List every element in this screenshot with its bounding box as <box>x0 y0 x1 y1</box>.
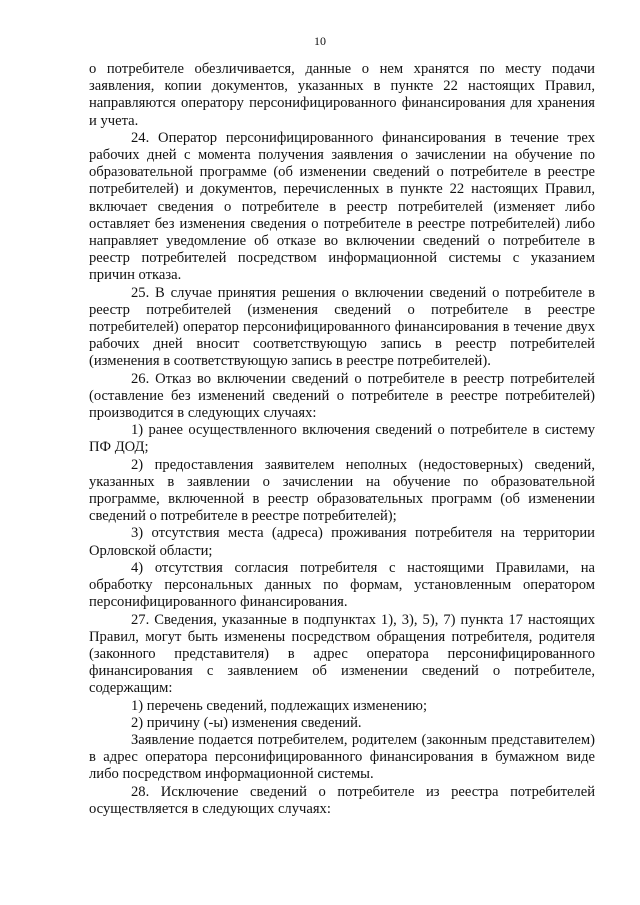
paragraph-28: 28. Исключение сведений о потребителе из реестра потребителей осуществляется в следующих случаях: <box>89 783 595 817</box>
list-item-26-1: 1) ранее осуществленного включения сведений о потребителе в систему ПФ ДОД; <box>89 422 595 456</box>
paragraph-statement: Заявление подается потребителем, родителем (законным представителем) в адрес оператора персонифицированного финансирования в бумажном виде либо посредством информационной системы. <box>89 731 595 783</box>
page-number: 10 <box>314 34 326 48</box>
list-item-26-2: 2) предоставления заявителем неполных (недостоверных) сведений, указанных в заявлении о зачислении на обучение по образовательной программе, включенной в реестр образовательных программ (об изменении сведений о потребителе в реестре потребителей); <box>89 456 595 525</box>
list-item-26-4: 4) отсутствия согласия потребителя с настоящими Правилами, на обработку персональных данных по формам, установленным оператором персонифицированного финансирования. <box>89 559 595 611</box>
list-item-27-1: 1) перечень сведений, подлежащих изменению; <box>131 697 428 714</box>
document-body <box>89 61 595 818</box>
paragraph-24: 24. Оператор персонифицированного финансирования в течение трех рабочих дней с момента получения заявления о зачислении на обучение по образовательной программе (об изменении сведений о потребителе в реестре потребителей) и документов, перечисленных в пункте 22 настоящих Правил, включает сведения о потребителе в реестр потребителей (изменяет либо оставляет без изменения сведения о потребителе в реестре потребителей) либо направляет уведомление об отказе во включении сведений о потребителе в реестр потребителей посредством информационной системы с указанием причин отказа. <box>89 129 595 284</box>
paragraph-continuation: о потребителе обезличивается, данные о нем хранятся по месту подачи заявления, копии документов, указанных в пункте 22 настоящих Правил, направляются оператору персонифицированного финансирования для хранения и учета. <box>89 61 595 129</box>
paragraph-25: 25. В случае принятия решения о включении сведений о потребителе в реестр потребителей (изменения сведений о потребителе в реестре потребителей) оператор персонифицированного финансирования в течение двух рабочих дней вносит соответствующую запись в реестр потребителей (изменения в соответствующую запись в реестре потребителей). <box>89 284 595 370</box>
paragraph-26: 26. Отказ во включении сведений о потребителе в реестр потребителей (оставление без изменений сведений о потребителе в реестре потребителей) производится в следующих случаях: <box>89 370 595 422</box>
paragraph-27: 27. Сведения, указанные в подпунктах 1), 3), 5), 7) пункта 17 настоящих Правил, могут быть изменены посредством обращения потребителя, родителя (законного представителя) в адрес оператора персонифицированного финансирования с заявлением об изменении сведений о потребителе, содержащим: <box>89 611 595 697</box>
list-item-27-2: 2) причину (-ы) изменения сведений. <box>131 714 362 731</box>
list-item-26-3: 3) отсутствия места (адреса) проживания потребителя на территории Орловской области; <box>89 525 595 559</box>
